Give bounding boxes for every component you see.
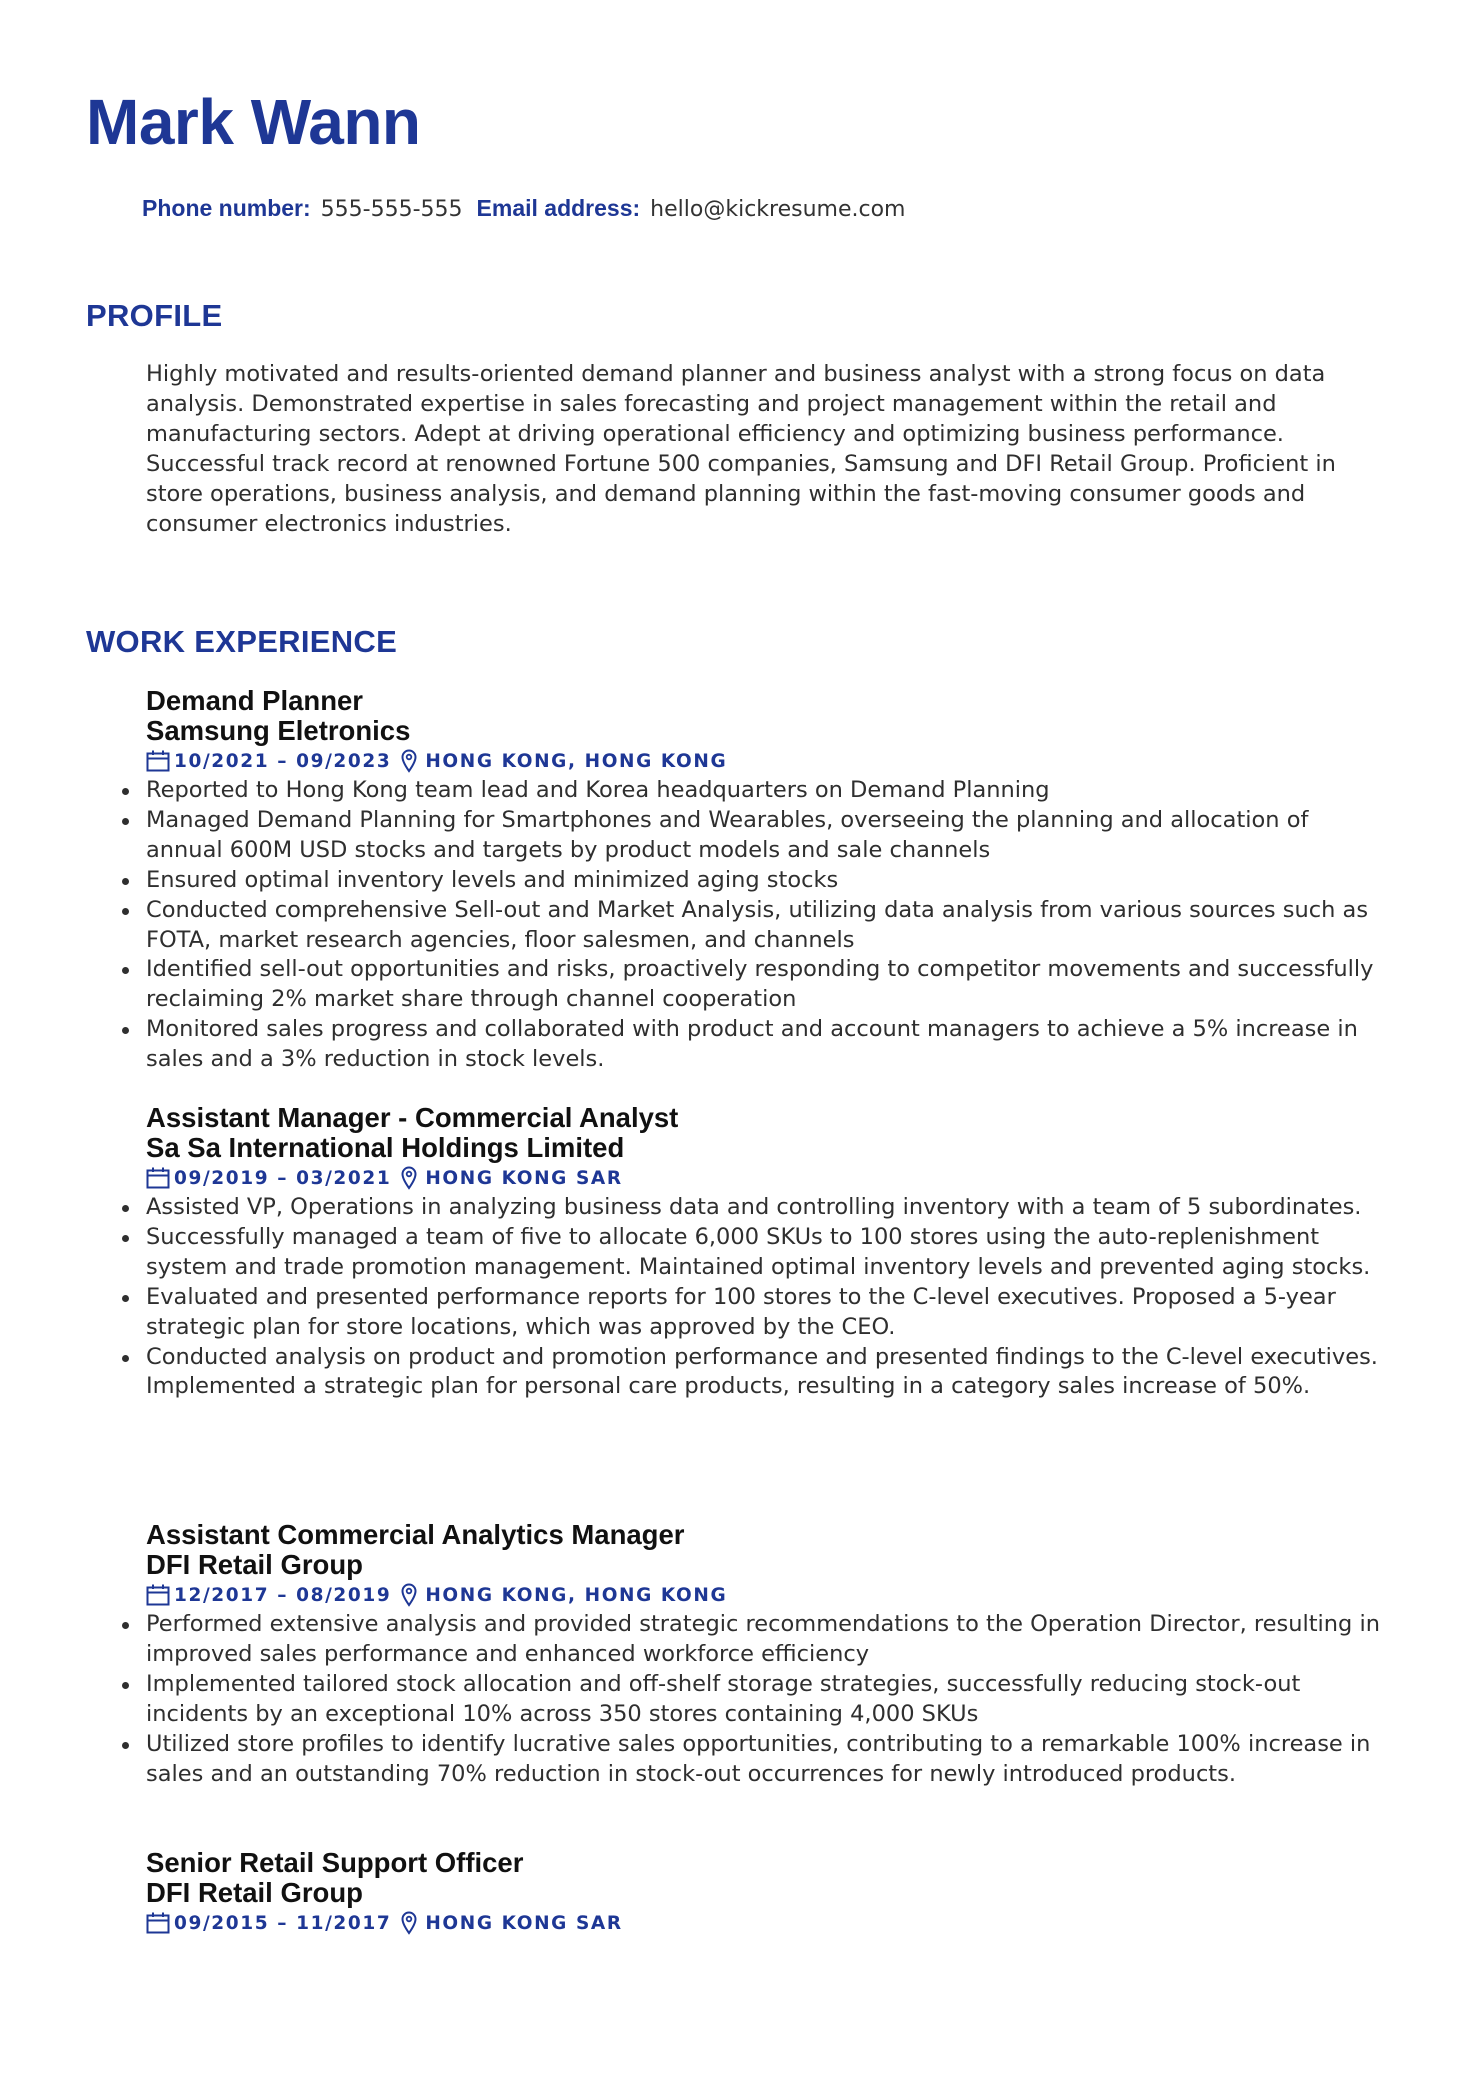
- bullet-item: Performed extensive analysis and provided strategic recommendations to the Operation Director, resulting in improved sales performance and enhanced workforce efficiency: [146, 1610, 1386, 1670]
- bullet-item: Monitored sales progress and collaborated with product and account managers to achieve a 5% increase in sales and a 3% reduction in stock levels.: [146, 1015, 1386, 1075]
- job-location: HONG KONG, HONG KONG: [425, 1584, 728, 1606]
- contact-line: [142, 192, 919, 226]
- job-entry: [146, 1103, 1386, 1402]
- bullet-item: Conducted analysis on product and promotion performance and presented findings to the C-level executives. Implemented a strategic plan for personal care products, resulting in a category sales increase of 50%.: [146, 1343, 1386, 1403]
- location-pin-icon: [401, 749, 417, 773]
- location-pin-icon: [401, 1911, 417, 1935]
- bullet-item: Successfully managed a team of five to allocate 6,000 SKUs to 100 stores using the auto-replenishment system and trade promotion management. Maintained optimal inventory levels and prevented aging stocks.: [146, 1223, 1386, 1283]
- bullet-item: Managed Demand Planning for Smartphones and Wearables, overseeing the planning and allocation of annual 600M USD stocks and targets by product models and sale channels: [146, 806, 1386, 866]
- phone-value: 555-555-555: [320, 197, 463, 222]
- job-meta: [146, 746, 1386, 776]
- job-dates: 09/2015 – 11/2017: [174, 1912, 392, 1934]
- job-company: DFI Retail Group: [146, 1877, 363, 1908]
- profile-summary: Highly motivated and results-oriented demand planner and business analyst with a strong focus on data analysis. Demonstrated expertise in sales forecasting and project management within the retail and manufacturing sectors. Adept at driving operational efficiency and optimizing business performance. Successful track record at renowned Fortune 500 companies, Samsung and DFI Retail Group. Proficient in store operations, business analysis, and demand planning within the fast-moving consumer goods and consumer electronics industries.: [146, 361, 1336, 537]
- bullet-item: Evaluated and presented performance reports for 100 stores to the C-level executives. Proposed a 5-year strategic plan for store locations, which was approved by the CEO.: [146, 1283, 1386, 1343]
- job-meta: [146, 1908, 1386, 1938]
- job-location: HONG KONG, HONG KONG: [425, 750, 728, 772]
- location-pin-icon: [401, 1166, 417, 1190]
- job-title: Demand Planner: [146, 685, 364, 716]
- profile-heading: PROFILE: [86, 298, 223, 333]
- bullet-item: Reported to Hong Kong team lead and Korea headquarters on Demand Planning: [146, 776, 1386, 806]
- email-label: Email address:: [476, 195, 641, 221]
- job-title: Assistant Commercial Analytics Manager: [146, 1519, 685, 1550]
- calendar-icon: [146, 1912, 170, 1934]
- job-meta: [146, 1580, 1386, 1610]
- job-title: Assistant Manager - Commercial Analyst: [146, 1102, 679, 1133]
- candidate-name: Mark Wann: [86, 86, 421, 158]
- phone-label: Phone number:: [142, 195, 311, 221]
- job-entry: [146, 686, 1386, 1075]
- job-title: Senior Retail Support Officer: [146, 1847, 524, 1878]
- job-company: DFI Retail Group: [146, 1549, 363, 1580]
- job-dates: 12/2017 – 08/2019: [174, 1584, 392, 1606]
- job-bullets: [146, 1193, 1386, 1402]
- bullet-item: Ensured optimal inventory levels and minimized aging stocks: [146, 866, 1386, 896]
- job-meta: [146, 1163, 1386, 1193]
- calendar-icon: [146, 750, 170, 772]
- job-entry: [146, 1520, 1386, 1789]
- job-dates: 09/2019 – 03/2021: [174, 1167, 392, 1189]
- job-location: HONG KONG SAR: [425, 1912, 623, 1934]
- job-bullets: [146, 776, 1386, 1075]
- job-dates: 10/2021 – 09/2023: [174, 750, 392, 772]
- work-experience-heading: WORK EXPERIENCE: [86, 624, 398, 659]
- bullet-item: Identified sell-out opportunities and risks, proactively responding to competitor movements and successfully reclaiming 2% market share through channel cooperation: [146, 955, 1386, 1015]
- bullet-item: Implemented tailored stock allocation and off-shelf storage strategies, successfully reducing stock-out incidents by an exceptional 10% across 350 stores containing 4,000 SKUs: [146, 1670, 1386, 1730]
- bullet-item: Conducted comprehensive Sell-out and Market Analysis, utilizing data analysis from various sources such as FOTA, market research agencies, floor salesmen, and channels: [146, 896, 1386, 956]
- job-entry: [146, 1848, 1386, 1938]
- job-bullets: [146, 1610, 1386, 1789]
- calendar-icon: [146, 1167, 170, 1189]
- job-company: Sa Sa International Holdings Limited: [146, 1132, 625, 1163]
- job-location: HONG KONG SAR: [425, 1167, 623, 1189]
- email-value[interactable]: hello@kickresume.com: [650, 197, 906, 222]
- job-company: Samsung Eletronics: [146, 715, 411, 746]
- bullet-item: Utilized store profiles to identify lucrative sales opportunities, contributing to a remarkable 100% increase in sales and an outstanding 70% reduction in stock-out occurrences for newly introduced products.: [146, 1730, 1386, 1790]
- location-pin-icon: [401, 1583, 417, 1607]
- bullet-item: Assisted VP, Operations in analyzing business data and controlling inventory with a team of 5 subordinates.: [146, 1193, 1386, 1223]
- calendar-icon: [146, 1584, 170, 1606]
